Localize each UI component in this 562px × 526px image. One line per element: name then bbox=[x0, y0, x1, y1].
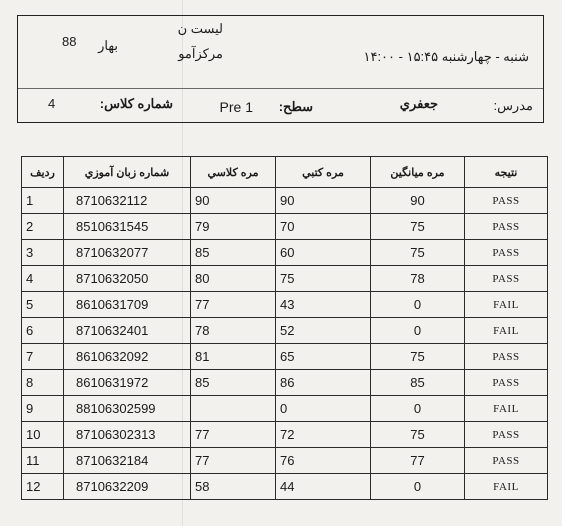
table-row bbox=[22, 396, 548, 422]
class-number: 4 bbox=[48, 96, 56, 111]
student-id-cell: 8710632077 bbox=[64, 240, 191, 266]
class-grade-cell: 85 bbox=[191, 370, 276, 396]
average-cell: 75 bbox=[371, 214, 465, 240]
average-cell: 75 bbox=[371, 344, 465, 370]
result-cell: PASS bbox=[465, 344, 548, 370]
written-grade-cell: 0 bbox=[276, 396, 371, 422]
level-label: سطح: bbox=[278, 99, 313, 114]
student-id-cell: 8610631972 bbox=[64, 370, 191, 396]
written-grade-cell: 75 bbox=[276, 266, 371, 292]
row-number-cell: 8 bbox=[22, 370, 64, 396]
class-grade-cell bbox=[191, 396, 276, 422]
average-cell: 0 bbox=[371, 396, 465, 422]
average-cell: 85 bbox=[371, 370, 465, 396]
average-cell: 0 bbox=[371, 318, 465, 344]
student-id-cell: 87106302313 bbox=[64, 422, 191, 448]
col-header-written-grade: مره کتبي bbox=[276, 157, 371, 188]
table-row bbox=[22, 344, 548, 370]
row-number-cell: 4 bbox=[22, 266, 64, 292]
result-cell: FAIL bbox=[465, 318, 548, 344]
average-cell: 0 bbox=[371, 474, 465, 500]
season-label: بهار bbox=[98, 38, 118, 53]
row-number-cell: 7 bbox=[22, 344, 64, 370]
result-cell: PASS bbox=[465, 370, 548, 396]
class-grade-cell: 79 bbox=[191, 214, 276, 240]
result-cell: FAIL bbox=[465, 396, 548, 422]
written-grade-cell: 72 bbox=[276, 422, 371, 448]
level-value: Pre 1 bbox=[219, 99, 253, 115]
result-cell: PASS bbox=[465, 422, 548, 448]
row-number-cell: 2 bbox=[22, 214, 64, 240]
result-cell: PASS bbox=[465, 240, 548, 266]
class-grade-cell: 77 bbox=[191, 422, 276, 448]
row-number-cell: 6 bbox=[22, 318, 64, 344]
student-id-cell: 8710632050 bbox=[64, 266, 191, 292]
result-cell: FAIL bbox=[465, 474, 548, 500]
class-grade-cell: 78 bbox=[191, 318, 276, 344]
student-id-cell: 8710632184 bbox=[64, 448, 191, 474]
average-cell: 77 bbox=[371, 448, 465, 474]
col-header-row-number: ردیف bbox=[22, 157, 64, 188]
class-grade-cell: 58 bbox=[191, 474, 276, 500]
row-number-cell: 3 bbox=[22, 240, 64, 266]
student-id-cell: 88106302599 bbox=[64, 396, 191, 422]
class-info-header bbox=[17, 15, 544, 123]
table-row bbox=[22, 422, 548, 448]
average-cell: 90 bbox=[371, 188, 465, 214]
table-row bbox=[22, 370, 548, 396]
written-grade-cell: 90 bbox=[276, 188, 371, 214]
result-cell: PASS bbox=[465, 214, 548, 240]
written-grade-cell: 52 bbox=[276, 318, 371, 344]
teacher-name: جعفري bbox=[399, 96, 438, 111]
row-number-cell: 12 bbox=[22, 474, 64, 500]
class-grade-cell: 81 bbox=[191, 344, 276, 370]
written-grade-cell: 43 bbox=[276, 292, 371, 318]
col-header-result: نتیجه bbox=[465, 157, 548, 188]
row-number-cell: 9 bbox=[22, 396, 64, 422]
average-cell: 75 bbox=[371, 422, 465, 448]
average-cell: 78 bbox=[371, 266, 465, 292]
class-grade-cell: 77 bbox=[191, 292, 276, 318]
table-row bbox=[22, 188, 548, 214]
result-cell: FAIL bbox=[465, 292, 548, 318]
class-grade-cell: 90 bbox=[191, 188, 276, 214]
table-row bbox=[22, 474, 548, 500]
average-cell: 0 bbox=[371, 292, 465, 318]
col-header-student-id: شماره زبان آموزي bbox=[64, 157, 191, 188]
table-row bbox=[22, 240, 548, 266]
row-number-cell: 5 bbox=[22, 292, 64, 318]
written-grade-cell: 44 bbox=[276, 474, 371, 500]
result-cell: PASS bbox=[465, 266, 548, 292]
table-row bbox=[22, 214, 548, 240]
written-grade-cell: 60 bbox=[276, 240, 371, 266]
table-row bbox=[22, 318, 548, 344]
grades-table bbox=[21, 156, 548, 500]
table-row bbox=[22, 266, 548, 292]
student-id-cell: 8710632401 bbox=[64, 318, 191, 344]
list-title: لیست ن bbox=[177, 21, 223, 36]
written-grade-cell: 76 bbox=[276, 448, 371, 474]
row-number-cell: 10 bbox=[22, 422, 64, 448]
col-header-average: مره میانگین bbox=[371, 157, 465, 188]
col-header-class-grade: مره کلاسي bbox=[191, 157, 276, 188]
class-grade-cell: 80 bbox=[191, 266, 276, 292]
class-number-label: شماره کلاس: bbox=[99, 96, 173, 111]
student-id-cell: 8610631709 bbox=[64, 292, 191, 318]
result-cell: PASS bbox=[465, 188, 548, 214]
average-cell: 75 bbox=[371, 240, 465, 266]
schedule-text: شنبه - چهارشنبه ۱۵:۴۵ - ۱۴:۰۰ bbox=[363, 49, 529, 64]
class-grade-cell: 77 bbox=[191, 448, 276, 474]
written-grade-cell: 86 bbox=[276, 370, 371, 396]
row-number-cell: 11 bbox=[22, 448, 64, 474]
student-id-cell: 8710632209 bbox=[64, 474, 191, 500]
table-header-row bbox=[22, 157, 548, 188]
result-cell: PASS bbox=[465, 448, 548, 474]
teacher-label: مدرس: bbox=[493, 98, 533, 113]
class-grade-cell: 85 bbox=[191, 240, 276, 266]
year-code: 88 bbox=[62, 34, 77, 49]
student-id-cell: 8710632112 bbox=[64, 188, 191, 214]
center-name: مرکزآمو bbox=[178, 46, 223, 61]
written-grade-cell: 65 bbox=[276, 344, 371, 370]
student-id-cell: 8510631545 bbox=[64, 214, 191, 240]
row-number-cell: 1 bbox=[22, 188, 64, 214]
table-row bbox=[22, 448, 548, 474]
table-row bbox=[22, 292, 548, 318]
student-id-cell: 8610632092 bbox=[64, 344, 191, 370]
header-divider bbox=[18, 88, 543, 89]
written-grade-cell: 70 bbox=[276, 214, 371, 240]
